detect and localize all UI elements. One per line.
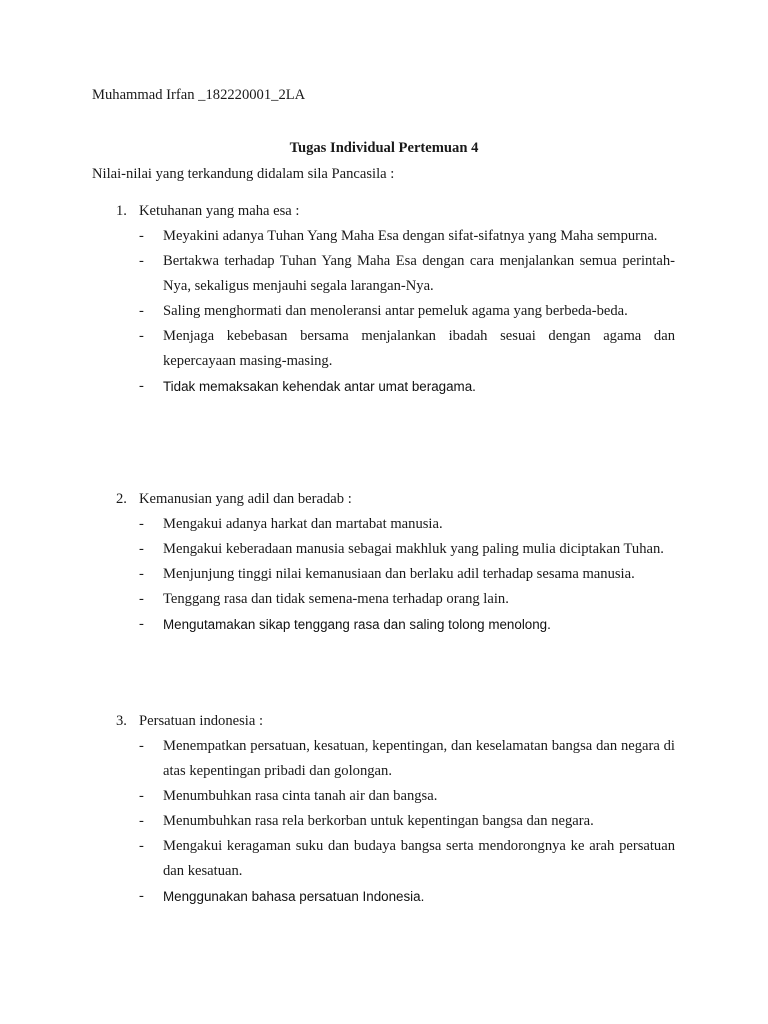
bullet-list — [92, 512, 675, 637]
bullet-dash: - — [139, 541, 144, 557]
bullet-text: Mengakui keragaman suku dan budaya bangsa serta mendorongnya ke arah persatuan dan kesatuan. — [163, 838, 675, 879]
bullet-list — [92, 734, 675, 909]
list-item — [92, 884, 675, 909]
list-item — [92, 537, 675, 562]
bullet-dash: - — [139, 616, 144, 632]
bullet-text: Mengakui keberadaan manusia sebagai makhluk yang paling mulia diciptakan Tuhan. — [163, 541, 664, 557]
list-item — [92, 809, 675, 834]
bullet-text: Menjaga kebebasan bersama menjalankan ibadah sesuai dengan agama dan kepercayaan masing-masing. — [163, 328, 675, 369]
section-title: Persatuan indonesia : — [139, 713, 264, 729]
bullet-text: Tenggang rasa dan tidak semena-mena terhadap orang lain. — [163, 591, 509, 607]
list-item — [92, 562, 675, 587]
section-3 — [92, 709, 675, 909]
bullet-text: Menempatkan persatuan, kesatuan, kepentingan, dan keselamatan bangsa dan negara di atas kepentingan pribadi dan golongan. — [163, 738, 675, 779]
bullet-text: Mengutamakan sikap tenggang rasa dan saling tolong menolong. — [163, 617, 551, 632]
list-item — [92, 512, 675, 537]
list-item — [92, 249, 675, 299]
bullet-text: Mengakui adanya harkat dan martabat manusia. — [163, 516, 443, 532]
bullet-dash: - — [139, 566, 144, 582]
bullet-list — [92, 224, 675, 399]
list-item — [92, 224, 675, 249]
bullet-dash: - — [139, 788, 144, 804]
bullet-dash: - — [139, 228, 144, 244]
section-title: Kemanusian yang adil dan beradab : — [139, 491, 352, 507]
section-heading — [92, 487, 675, 512]
list-item — [92, 734, 675, 784]
list-item — [92, 834, 675, 884]
bullet-text: Saling menghormati dan menoleransi antar pemeluk agama yang berbeda-beda. — [163, 303, 628, 319]
bullet-dash: - — [139, 888, 144, 904]
section-2 — [92, 487, 675, 637]
bullet-text: Menggunakan bahasa persatuan Indonesia. — [163, 889, 425, 904]
intro-text: Nilai-nilai yang terkandung didalam sila Pancasila : — [92, 166, 395, 182]
section-number: 1. — [116, 203, 127, 219]
list-item — [92, 299, 675, 324]
section-number: 3. — [116, 713, 127, 729]
list-item — [92, 324, 675, 374]
section-heading — [92, 709, 675, 734]
list-item — [92, 612, 675, 637]
document-title: Tugas Individual Pertemuan 4 — [289, 140, 479, 156]
bullet-dash: - — [139, 813, 144, 829]
bullet-dash: - — [139, 253, 144, 269]
bullet-text: Meyakini adanya Tuhan Yang Maha Esa dengan sifat-sifatnya yang Maha sempurna. — [163, 228, 658, 244]
list-item — [92, 587, 675, 612]
bullet-dash: - — [139, 303, 144, 319]
section-title: Ketuhanan yang maha esa : — [139, 203, 300, 219]
section-number: 2. — [116, 491, 127, 507]
bullet-text: Bertakwa terhadap Tuhan Yang Maha Esa dengan cara menjalankan semua perintah-Nya, sekaligus menjauhi segala larangan-Nya. — [163, 253, 675, 294]
bullet-text: Menumbuhkan rasa rela berkorban untuk kepentingan bangsa dan negara. — [163, 813, 594, 829]
bullet-dash: - — [139, 591, 144, 607]
bullet-dash: - — [139, 328, 144, 344]
bullet-dash: - — [139, 838, 144, 854]
section-heading — [92, 199, 675, 224]
section-1 — [92, 199, 675, 399]
list-item — [92, 784, 675, 809]
bullet-text: Menjunjung tinggi nilai kemanusiaan dan berlaku adil terhadap sesama manusia. — [163, 566, 635, 582]
author-line: Muhammad Irfan _182220001_2LA — [92, 87, 306, 103]
bullet-text: Menumbuhkan rasa cinta tanah air dan bangsa. — [163, 788, 438, 804]
bullet-dash: - — [139, 516, 144, 532]
bullet-dash: - — [139, 378, 144, 394]
bullet-dash: - — [139, 738, 144, 754]
list-item — [92, 374, 675, 399]
bullet-text: Tidak memaksakan kehendak antar umat beragama. — [163, 379, 476, 394]
